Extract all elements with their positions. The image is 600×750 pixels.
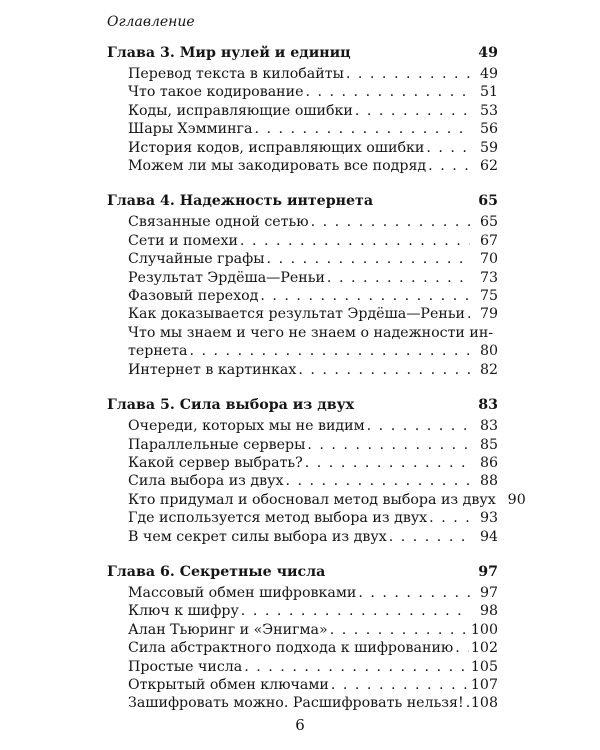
entry-title: Интернет в картинках — [128, 361, 297, 378]
entry-title: Можем ли мы закодировать все подряд — [128, 158, 427, 175]
entry-page: 53 — [479, 102, 498, 119]
toc-entry — [107, 472, 498, 490]
toc-entry — [107, 528, 498, 546]
entry-title: Коды, исправляющие ошибки — [128, 102, 353, 119]
entry-page: 75 — [479, 288, 498, 305]
chapter-3 — [107, 44, 498, 175]
entry-page: 83 — [479, 418, 498, 435]
chapter-heading — [107, 396, 498, 415]
toc-entry — [107, 342, 498, 360]
chapter-page: 97 — [478, 563, 498, 580]
entry-page: 108 — [470, 695, 498, 712]
toc-entry — [107, 120, 498, 138]
entry-title: Простые числа — [128, 658, 243, 675]
toc-entry — [107, 139, 498, 157]
entry-page: 73 — [479, 269, 498, 286]
toc-entry — [107, 361, 498, 379]
entry-page: 51 — [479, 84, 498, 101]
chapter-5 — [107, 396, 526, 546]
toc-entry — [107, 621, 498, 639]
chapter-page: 49 — [478, 45, 498, 61]
chapter-title: Глава 5. Сила выбора из двух — [107, 397, 355, 414]
entry-title: Массовый обмен шифровками — [128, 584, 357, 601]
entry-title: Случайные графы — [128, 251, 265, 268]
entry-title: Алан Тьюринг и «Энигма» — [128, 621, 328, 638]
entry-page: 80 — [479, 343, 498, 360]
entry-title: тернета — [128, 343, 188, 360]
toc-entry — [107, 584, 498, 602]
entry-title: Открытый обмен ключами — [128, 676, 329, 693]
toc-entry — [107, 417, 498, 435]
entry-page: 62 — [479, 158, 498, 175]
toc-entry — [107, 102, 498, 120]
entry-page: 49 — [479, 66, 498, 82]
toc-entry — [107, 602, 498, 620]
entry-page: 90 — [507, 491, 526, 508]
entry-title: Параллельные серверы — [128, 436, 306, 453]
entry-title: Зашифровать можно. Расшифровать нельзя! — [128, 695, 464, 712]
chapter-heading — [107, 563, 498, 582]
entry-page: 86 — [479, 454, 498, 471]
chapter-title: Глава 6. Секретные числа — [107, 563, 326, 580]
entry-title: Шары Хэмминга — [128, 121, 253, 138]
entry-title: Перевод текста в килобайты — [128, 66, 344, 82]
toc-entry — [107, 250, 498, 268]
toc-entry — [107, 694, 498, 712]
entry-title: Очереди, которых мы не видим — [128, 418, 365, 435]
entry-page: 102 — [470, 640, 498, 657]
entry-title: История кодов, исправляющих ошибки — [128, 139, 425, 156]
entry-page: 107 — [470, 676, 498, 693]
toc-entry — [107, 305, 498, 323]
entry-page: 105 — [470, 658, 498, 675]
entry-page: 88 — [479, 473, 498, 490]
entry-page: 97 — [479, 584, 498, 601]
chapter-title: Глава 4. Надежность интернета — [107, 193, 374, 210]
entry-title: Как доказывается результат Эрдёша—Реньи — [128, 306, 465, 323]
toc-entry — [107, 436, 498, 454]
entry-title: В чем секрет силы выбора из двух — [128, 528, 387, 545]
toc-entry — [107, 639, 498, 657]
entry-title: Результат Эрдёша—Реньи — [128, 269, 325, 286]
entry-page: 59 — [479, 139, 498, 156]
entry-title: Где используется метод выбора из двух — [128, 510, 428, 527]
toc-entry — [107, 157, 498, 175]
entry-page: 79 — [479, 306, 498, 323]
entry-title: Фазовый переход — [128, 288, 259, 305]
entry-title-line1: Что мы знаем и чего не знаем о надежности ин- — [128, 324, 494, 341]
table-of-contents — [107, 44, 526, 730]
entry-page: 100 — [470, 621, 498, 638]
entry-page: 70 — [479, 251, 498, 268]
chapter-title: Глава 3. Мир нулей и единиц — [107, 45, 351, 61]
toc-entry — [107, 232, 498, 250]
entry-page: 93 — [479, 510, 498, 527]
toc-entry — [107, 83, 498, 101]
entry-title: Сила абстрактного подхода к шифрованию — [128, 640, 454, 657]
toc-entry — [107, 676, 498, 694]
toc-entry — [107, 491, 526, 509]
chapter-heading — [107, 44, 498, 63]
toc-entry — [107, 65, 498, 83]
entry-page: 67 — [479, 232, 498, 249]
chapter-page: 65 — [478, 193, 498, 210]
toc-entry — [107, 213, 498, 231]
entry-title: Что такое кодирование — [128, 84, 304, 101]
chapter-page: 83 — [478, 397, 498, 414]
toc-entry — [107, 658, 498, 676]
entry-title: Ключ к шифру — [128, 603, 239, 620]
chapter-4 — [107, 192, 498, 379]
entry-page: 94 — [479, 528, 498, 545]
entry-title: Сети и помехи — [128, 232, 238, 249]
chapter-heading — [107, 192, 498, 211]
entry-title: Какой сервер выбрать? — [128, 454, 303, 471]
toc-entry — [107, 287, 498, 305]
entry-page: 82 — [479, 361, 498, 378]
chapter-6 — [107, 563, 498, 713]
entry-title: Сила выбора из двух — [128, 473, 284, 490]
entry-page: 98 — [479, 603, 498, 620]
toc-entry — [107, 454, 498, 472]
entry-page: 65 — [479, 214, 498, 231]
entry-page: 56 — [479, 121, 498, 138]
entry-title: Кто придумал и обосновал метод выбора из двух — [128, 491, 496, 508]
entry-page: 85 — [479, 436, 498, 453]
running-head: Оглавление — [107, 14, 195, 30]
page-number: 6 — [295, 716, 305, 734]
entry-title: Связанные одной сетью — [128, 214, 309, 231]
toc-entry — [107, 269, 498, 287]
toc-entry — [107, 509, 498, 527]
